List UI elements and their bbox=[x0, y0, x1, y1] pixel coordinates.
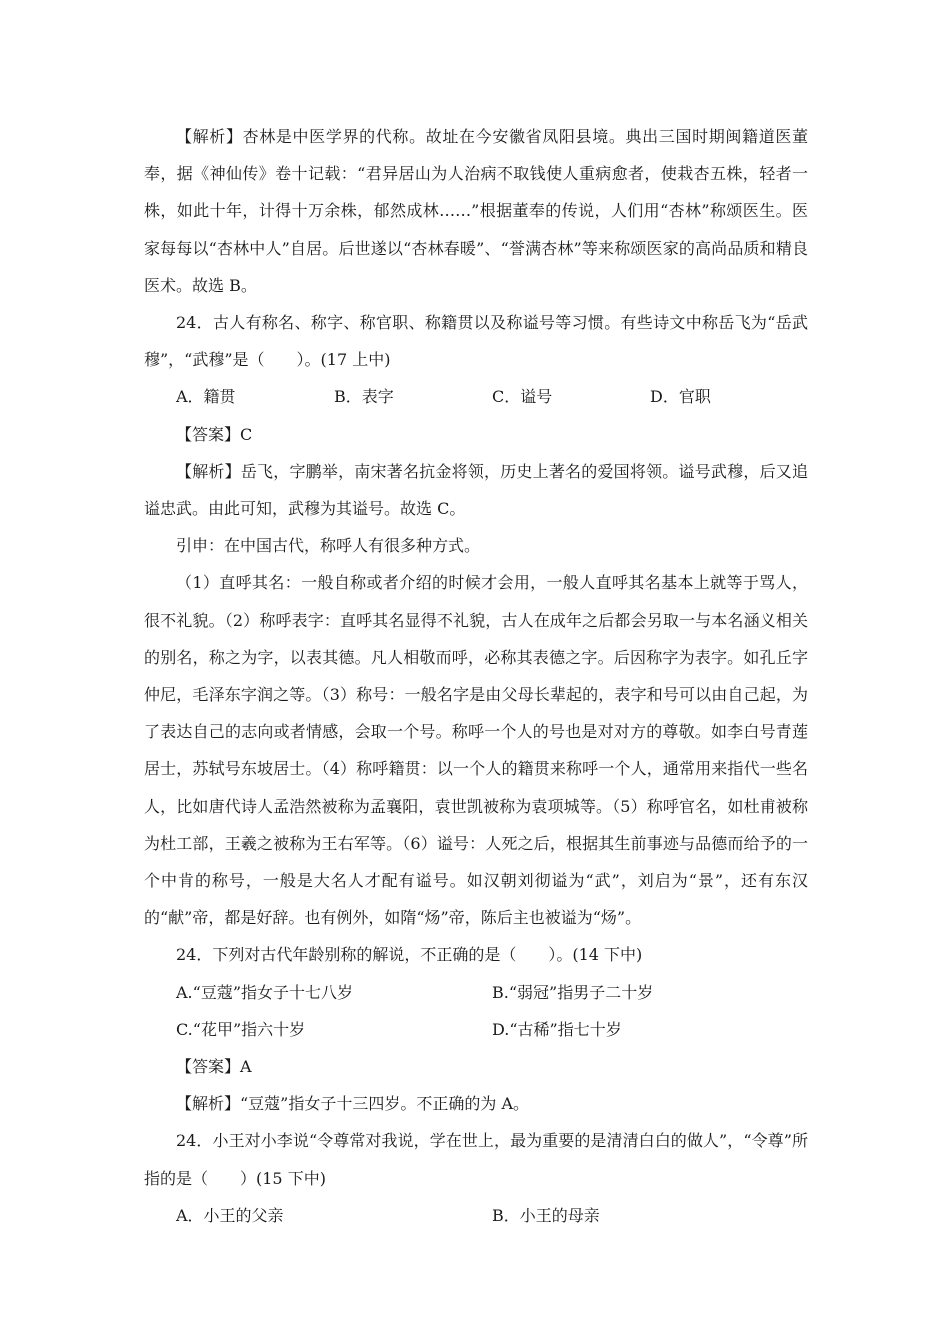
answer-paragraph: 【答案】A bbox=[176, 1057, 252, 1077]
answer-paragraph: 【答案】C bbox=[176, 424, 253, 444]
question-paragraph: 24．小王对小李说“令尊常对我说，学在世上，最为重要的是清清白白的做人”，“令尊”所指的是（ ）(15 下中) bbox=[144, 1131, 808, 1188]
question-paragraph: 24．古人有称名、称字、称官职、称籍贯以及称谥号等习惯。有些诗文中称岳飞为“岳武穆”，“武穆”是（ ）。(17 上中) bbox=[144, 313, 808, 370]
option-a: A．籍贯 bbox=[176, 387, 236, 407]
option-b: B．表字 bbox=[334, 387, 394, 407]
extension-intro-paragraph: 引申：在中国古代，称呼人有很多种方式。 bbox=[176, 536, 481, 556]
options-row bbox=[144, 974, 808, 1011]
explanation-paragraph: 【解析】杏林是中医学界的代称。故址在今安徽省凤阳县境。典出三国时期闽籍道医董奉，据《神仙传》卷十记载：“君异居山为人治病不取钱使人重病愈者，使栽杏五株，轻者一株，如此十年，计得十万余株，郁然成林……”根据董奉的传说，人们用“杏林”称颂医生。医家每每以“杏林中人”自居。后世遂以“杏林春暖”、“誉满杏林”等来称颂医家的高尚品质和精良医术。故选 B。 bbox=[144, 127, 808, 295]
explanation-paragraph: 【解析】“豆蔻”指女子十三四岁。不正确的为 A。 bbox=[176, 1094, 530, 1114]
option-d: D．官职 bbox=[650, 387, 711, 407]
option-a: A．小王的父亲 bbox=[176, 1205, 284, 1225]
question-paragraph: 24．下列对古代年龄别称的解说，不正确的是（ ）。(14 下中) bbox=[176, 945, 643, 965]
option-c: C．谥号 bbox=[492, 387, 553, 407]
option-b: B．小王的母亲 bbox=[492, 1205, 600, 1225]
option-b: B.“弱冠”指男子二十岁 bbox=[492, 982, 654, 1002]
document-body bbox=[144, 118, 808, 1234]
option-c: C.“花甲”指六十岁 bbox=[176, 1019, 306, 1039]
options-row bbox=[144, 1011, 808, 1048]
explanation-paragraph: 【解析】岳飞，字鹏举，南宋著名抗金将领，历史上著名的爱国将领。谥号武穆，后又追谥忠武。由此可知，武穆为其谥号。故选 C。 bbox=[144, 461, 808, 519]
options-row bbox=[144, 378, 808, 415]
option-d: D.“古稀”指七十岁 bbox=[492, 1019, 622, 1039]
extension-detail-paragraph: （1）直呼其名：一般自称或者介绍的时候才会用，一般人直呼其名基本上就等于骂人，很不礼貌。（2）称呼表字：直呼其名显得不礼貌，古人在成年之后都会另取一与本名涵义相关的别名，称之为字，以表其德。凡人相敬而呼，必称其表德之字。后因称字为表字。如孔丘字仲尼，毛泽东字润之等。（3）称号：一般名字是由父母长辈起的，表字和号可以由自己起，为了表达自己的志向或者情感，会取一个号。称呼一个人的号也是对对方的尊敬。如李白号青莲居士，苏轼号东坡居士。（4）称呼籍贯：以一个人的籍贯来称呼一个人，通常用来指代一些名人，比如唐代诗人孟浩然被称为孟襄阳，袁世凯被称为袁项城等。（5）称呼官名，如杜甫被称为杜工部，王羲之被称为王右军等。（6）谥号：人死之后，根据其生前事迹与品德而给予的一个中肯的称号，一般是大名人才配有谥号。如汉朝刘彻谥为“武”，刘启为“景”，还有东汉的“献”帝，都是好辞。也有例外，如隋“炀”帝，陈后主也被谥为“炀”。 bbox=[144, 573, 808, 928]
options-row bbox=[144, 1197, 808, 1234]
option-a: A.“豆蔻”指女子十七八岁 bbox=[176, 982, 354, 1002]
